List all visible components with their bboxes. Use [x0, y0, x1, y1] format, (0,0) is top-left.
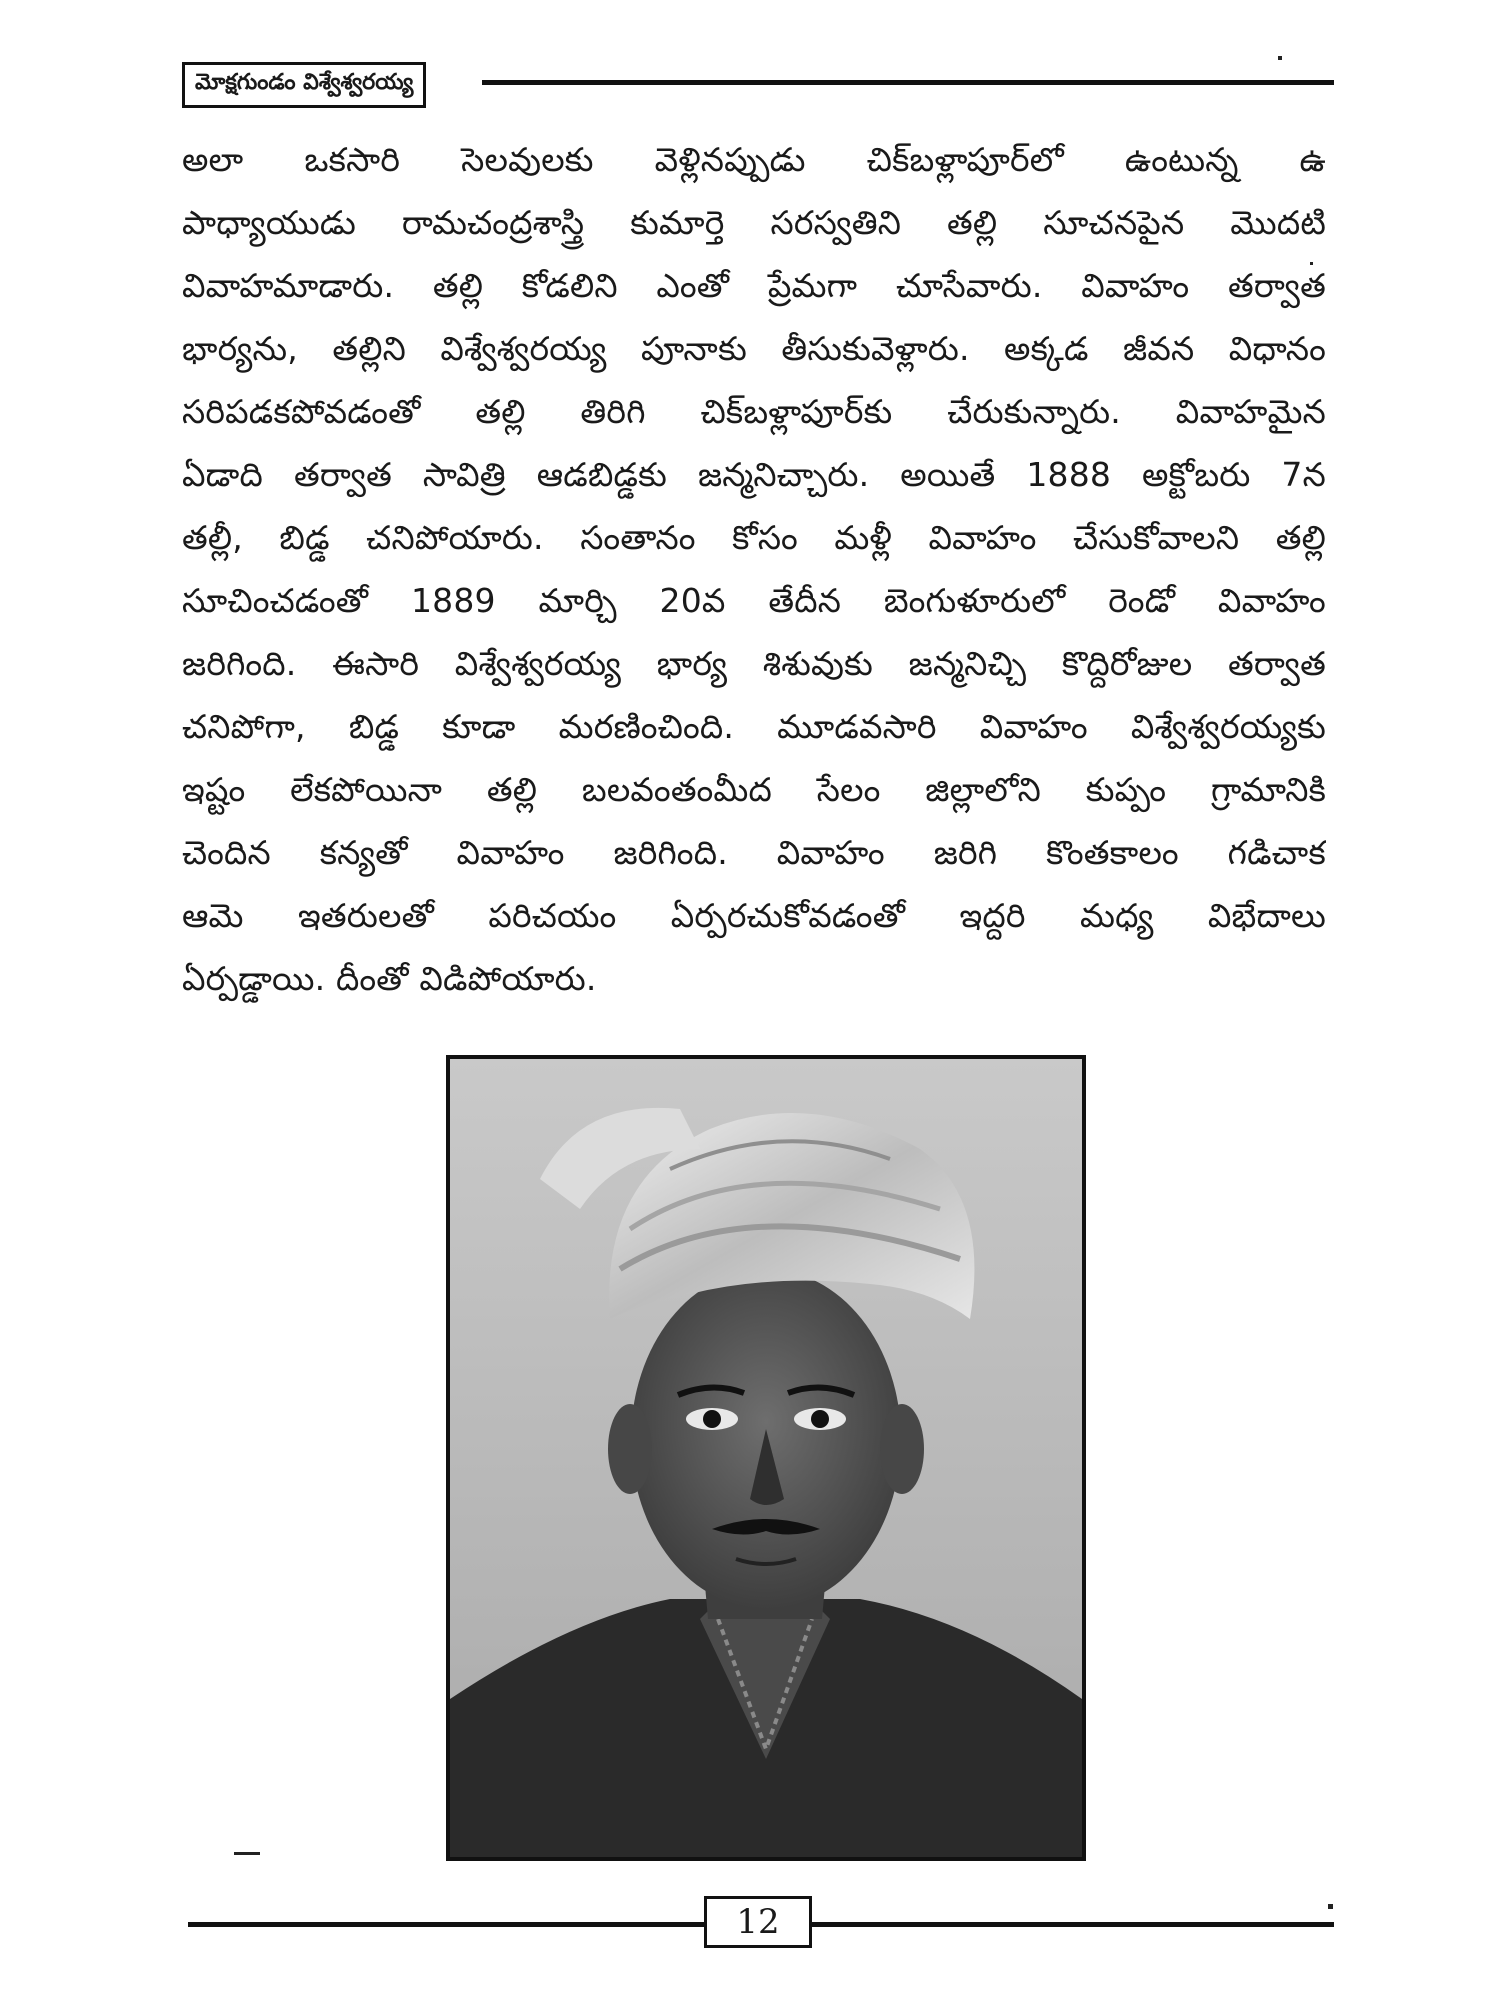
scan-speck [1278, 56, 1282, 60]
text-line: భార్యను, తల్లిని విశ్వేశ్వరయ్య పూనాకు తీసుకువెళ్లారు. అక్కడ జీవన విధానం [182, 329, 1326, 368]
running-header [182, 62, 1334, 108]
header-rule [482, 80, 1334, 85]
text-line: ఇష్టం లేకపోయినా తల్లి బలవంతంమీద సేలం జిల్లాలోని కుప్పం గ్రామానికి [182, 770, 1326, 809]
text-line: ఆమె ఇతరులతో పరిచయం ఏర్పరచుకోవడంతో ఇద్దరి మధ్య విభేదాలు [182, 896, 1326, 935]
body-paragraph [182, 128, 1326, 1010]
header-title: మోక్షగుండం విశ్వేశ్వరయ్య [195, 70, 414, 95]
footer-rule-left [188, 1922, 704, 1927]
text-line: చనిపోగా, బిడ్డ కూడా మరణించింది. మూడవసారి వివాహం విశ్వేశ్వరయ్యకు [182, 707, 1326, 746]
text-line: చెందిన కన్యతో వివాహం జరిగింది. వివాహం జరిగి కొంతకాలం గడిచాక [182, 833, 1326, 872]
text-line: తల్లీ, బిడ్డ చనిపోయారు. సంతానం కోసం మళ్లీ వివాహం చేసుకోవాలని తల్లి [182, 518, 1326, 557]
scan-speck [1328, 1904, 1333, 1909]
portrait-illustration [450, 1059, 1082, 1857]
text-line: వివాహమాడారు. తల్లి కోడలిని ఎంతో ప్రేమగా చూసేవారు. వివాహం తర్వాత [182, 266, 1326, 305]
text-line: సూచించడంతో 1889 మార్చి 20వ తేదీన బెంగుళూరులో రెండో వివాహం [182, 581, 1326, 620]
page-number: 12 [736, 1902, 780, 1942]
scan-speck [234, 1852, 260, 1855]
text-line: సరిపడకపోవడంతో తల్లి తిరిగి చిక్‌బళ్లాపూర్‌కు చేరుకున్నారు. వివాహమైన [182, 392, 1326, 431]
text-line: ఏడాది తర్వాత సావిత్రి ఆడబిడ్డకు జన్మనిచ్చారు. అయితే 1888 అక్టోబరు 7న [182, 455, 1326, 494]
text-line: పాధ్యాయుడు రామచంద్రశాస్త్రి కుమార్తె సరస్వతిని తల్లి సూచనపైన మొదటి [182, 203, 1326, 242]
portrait-photo [446, 1055, 1086, 1861]
text-line: అలా ఒకసారి సెలవులకు వెళ్లినప్పుడు చిక్‌బళ్లాపూర్‌లో ఉంటున్న ఉ [182, 140, 1326, 179]
header-title-box [182, 62, 426, 108]
text-line: ఏర్పడ్డాయి. దీంతో విడిపోయారు. [182, 959, 597, 998]
footer-rule-right [812, 1922, 1334, 1927]
page-number-box [704, 1896, 812, 1948]
text-line: జరిగింది. ఈసారి విశ్వేశ్వరయ్య భార్య శిశువుకు జన్మనిచ్చి కొద్దిరోజుల తర్వాత [182, 644, 1326, 683]
scan-speck [1310, 262, 1313, 265]
